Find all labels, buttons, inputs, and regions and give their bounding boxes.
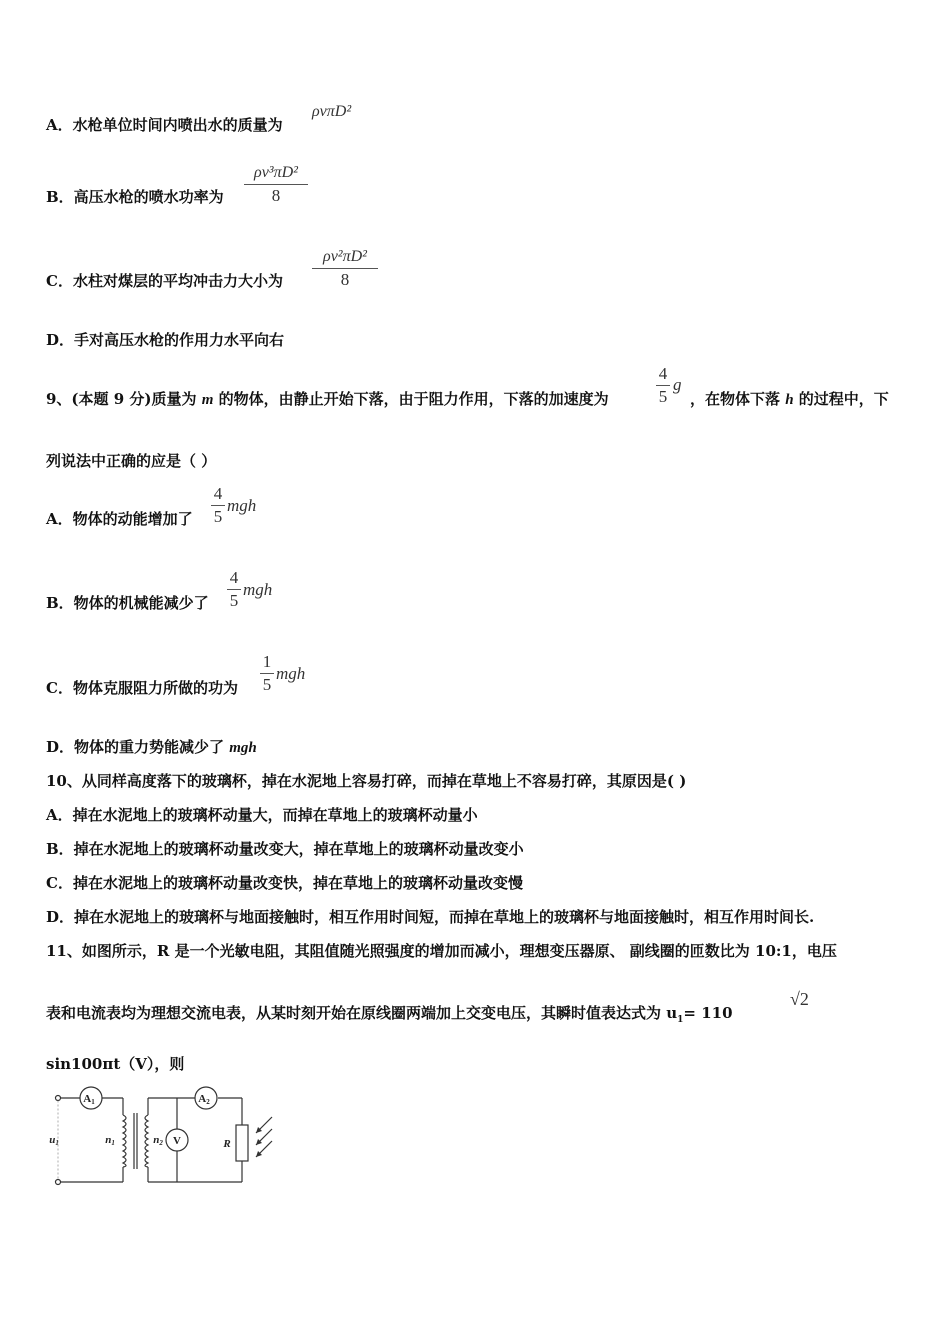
n1-label: n1 xyxy=(105,1134,115,1147)
q10-stem: 10、从同样高度落下的玻璃杯，掉在水泥地上容易打碎，而掉在草地上不容易打碎，其原因是( ) xyxy=(46,772,687,790)
q9-option-b-mgh: mgh xyxy=(243,580,273,599)
terminal-top xyxy=(56,1096,61,1101)
q9-option-a-label: A．物体的动能增加了 xyxy=(46,510,193,528)
q9-stem-part1 xyxy=(46,390,609,409)
q9-stem-text-3: ，在物体下落 xyxy=(690,390,786,408)
q9-stem-part3 xyxy=(690,390,889,409)
q9-option-b-fraction xyxy=(227,568,241,611)
q8-option-c-numerator: ρv²πD² xyxy=(323,248,367,265)
q9-acc-denominator: 5 xyxy=(658,387,668,406)
q9-acc-g: g xyxy=(673,375,682,394)
q10-option-d: D．掉在水泥地上的玻璃杯与地面接触时，相互作用时间短，而掉在草地上的玻璃杯与地面接触时，相互作用时间长. xyxy=(46,908,815,926)
q9-option-a-mgh: mgh xyxy=(227,496,257,515)
q9-option-d xyxy=(46,738,257,757)
q8-option-a-label: A．水枪单位时间内喷出水的质量为 xyxy=(46,116,283,134)
q9-height-symbol: h xyxy=(785,392,794,408)
q9-option-a xyxy=(46,510,193,528)
q8-option-c xyxy=(46,272,283,290)
q8-option-a-formula: ρvπD² xyxy=(312,103,352,120)
q8-option-b-denominator: 8 xyxy=(271,186,281,205)
q10-option-a: A．掉在水泥地上的玻璃杯动量大，而掉在草地上的玻璃杯动量小 xyxy=(46,806,478,824)
q8-option-b xyxy=(46,188,224,206)
q9-option-b-label: B．物体的机械能减少了 xyxy=(46,594,209,612)
q10-option-c: C．掉在水泥地上的玻璃杯动量改变快，掉在草地上的玻璃杯动量改变慢 xyxy=(46,874,523,892)
ammeter-a1-label: A1 xyxy=(83,1093,95,1106)
q11-line2-text: 表和电流表均为理想交流电表，从某时刻开始在原线圈两端加上交变电压，其瞬时值表达式为 u xyxy=(46,1004,678,1022)
q11-u1-subscript: 1 xyxy=(677,1015,684,1025)
q9-option-c-mgh: mgh xyxy=(276,664,306,683)
q9-option-b xyxy=(46,594,209,612)
n2-label: n2 xyxy=(153,1134,163,1147)
r-label: R xyxy=(223,1138,231,1150)
voltmeter-label: V xyxy=(173,1135,181,1147)
ammeter-a2-label: A2 xyxy=(198,1093,210,1106)
photoresistor-r xyxy=(236,1125,248,1161)
q9-mass-symbol: m xyxy=(201,392,214,408)
q11-line1: 11、如图所示，R 是一个光敏电阻，其阻值随光照强度的增加而减小，理想变压器原、 副线圈的匝数比为 10:1，电压 xyxy=(46,942,837,960)
q9-stem-text-1: 9、(本题 9 分)质量为 xyxy=(46,390,202,408)
q9-option-c xyxy=(46,679,238,697)
q8-option-c-fraction xyxy=(312,247,378,290)
terminal-bottom xyxy=(56,1180,61,1185)
q9-option-d-label: D．物体的重力势能减少了 xyxy=(46,738,230,756)
q11-line2 xyxy=(46,1004,733,1029)
q9-option-a-numerator: 4 xyxy=(213,484,223,503)
q11-sqrt2: √2 xyxy=(790,989,809,1009)
q9-stem-text-4: 的过程中，下 xyxy=(793,390,889,408)
q9-option-c-fraction xyxy=(260,652,274,695)
transformer-circuit-diagram xyxy=(44,1085,284,1195)
q9-option-b-numerator: 4 xyxy=(229,568,239,587)
q9-acc-numerator: 4 xyxy=(658,364,668,383)
q8-option-b-fraction xyxy=(244,163,308,206)
q9-acceleration-fraction xyxy=(656,364,670,407)
q9-option-a-denominator: 5 xyxy=(213,507,223,526)
q10-option-b: B．掉在水泥地上的玻璃杯动量改变大，掉在草地上的玻璃杯动量改变小 xyxy=(46,840,524,858)
q8-option-a xyxy=(46,116,283,134)
q9-stem-text-2: 的物体，由静止开始下落，由于阻力作用，下落的加速度为 xyxy=(213,390,609,408)
q11-line2-tail: = 110 xyxy=(683,1004,733,1022)
q9-option-a-fraction xyxy=(211,484,225,527)
u1-label: u1 xyxy=(49,1134,59,1147)
q8-option-d xyxy=(46,331,284,349)
q8-option-c-denominator: 8 xyxy=(340,270,350,289)
q8-option-d-label: D．手对高压水枪的作用力水平向右 xyxy=(46,331,285,349)
q9-option-c-denominator: 5 xyxy=(262,675,272,694)
q11-line3: sin100πt（V），则 xyxy=(46,1055,185,1073)
q8-option-b-label: B．高压水枪的喷水功率为 xyxy=(46,188,224,206)
q9-option-d-mgh: mgh xyxy=(229,740,257,756)
q9-option-c-numerator: 1 xyxy=(262,652,272,671)
q9-stem-line2: 列说法中正确的应是（ ） xyxy=(46,452,217,470)
q9-option-c-label: C．物体克服阻力所做的功为 xyxy=(46,679,238,697)
q9-option-b-denominator: 5 xyxy=(229,591,239,610)
q8-option-c-label: C．水柱对煤层的平均冲击力大小为 xyxy=(46,272,283,290)
q8-option-b-numerator: ρv³πD² xyxy=(254,164,298,181)
